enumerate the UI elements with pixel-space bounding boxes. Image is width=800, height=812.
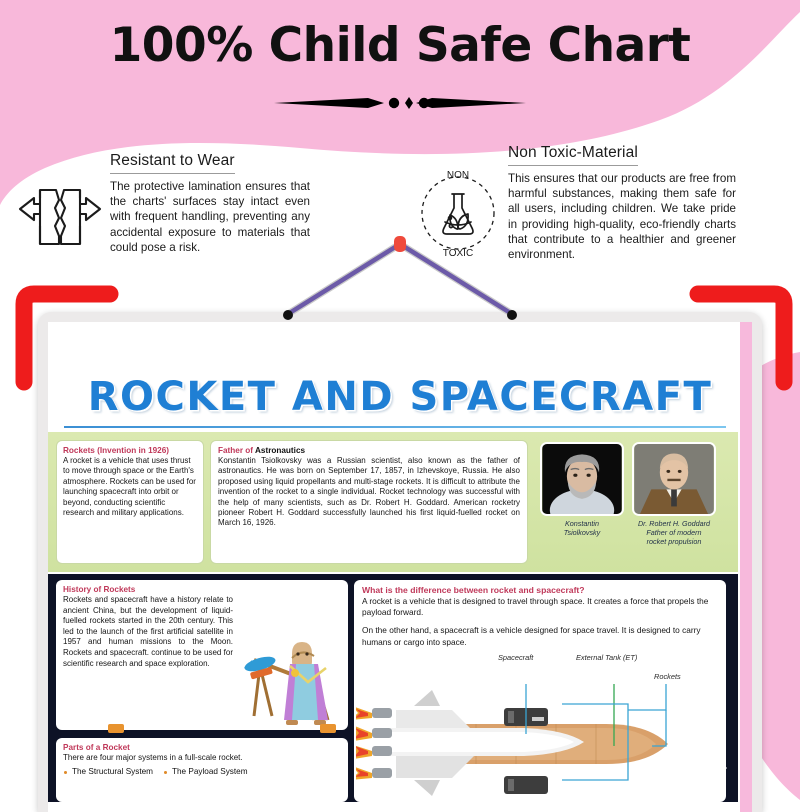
stamp-text-top: NON xyxy=(446,170,470,181)
feature-title: Non Toxic-Material xyxy=(508,144,638,166)
ancient-chinese-rocket-illustration xyxy=(238,624,344,728)
corner-bracket-left-icon xyxy=(12,282,120,392)
list-item: The Payload System xyxy=(163,766,248,778)
diagram-label-rockets: Rockets xyxy=(654,672,681,681)
callout-connectors xyxy=(260,228,540,328)
poster-clamp xyxy=(320,724,336,733)
poster-heading: ROCKET AND SPACECRAFT xyxy=(87,374,713,420)
poster-clamp xyxy=(108,724,124,733)
card-title: History of Rockets xyxy=(63,585,136,594)
parts-list-right xyxy=(163,766,248,778)
card-parts-of-a-rocket xyxy=(56,738,348,802)
list-item: The Structural System xyxy=(63,766,153,778)
diagram-label-external-tank: External Tank (ET) xyxy=(576,653,638,662)
poster-content xyxy=(48,322,752,812)
durability-arrows-icon xyxy=(16,178,104,256)
portraits-group xyxy=(540,442,726,546)
portrait-robert-goddard xyxy=(632,442,716,516)
feature-title: Resistant to Wear xyxy=(110,152,235,174)
poster-heading-rule xyxy=(64,426,726,428)
portrait-konstantin-tsiolkovsky xyxy=(540,442,624,516)
card-text: A rocket is a vehicle that uses thrust to move through space or the Earth's atmosphere. Rockets can be used for launching spacecraft into orbit or beyond, conducting scientific research and military applications. xyxy=(63,456,196,518)
feature-body: This ensures that our products are free from harmful substances, making them safe for all users, including children. We take pride in providing high-quality, eco-friendly charts that contribute to a healthier and greener environment. xyxy=(508,172,736,262)
card-title: Father of Astronautics xyxy=(218,446,306,455)
card-title: Rockets (Invention in 1926) xyxy=(63,446,170,455)
portrait-caption: Dr. Robert H. Goddard Father of modern rocket propulsion xyxy=(637,519,711,546)
portrait-item xyxy=(632,442,716,546)
card-title: What is the difference between rocket and spacecraft? xyxy=(362,585,585,595)
poster-frame xyxy=(38,312,762,812)
card-history-of-rockets xyxy=(56,580,348,730)
card-text: Rockets and spacecraft have a history relate to ancient China, but the development of liquid-fuelled rockets started in the 20th century. This led to the launch of the first artificial satellite in 1957 and human missions to the Moon. Rockets and spacecraft. continue to be used for scientific research and space exploration. xyxy=(63,595,233,668)
card-title: Parts of a Rocket xyxy=(63,743,130,752)
stamp-text-bottom: TOXIC xyxy=(442,248,474,259)
card-father-of-astronautics xyxy=(210,440,528,564)
card-text: Konstantin Tsiolkovsky was a Russian scientist, also known as the father of astronautics. He was born on September 17, 1857, in Izhevskoye, Russia. He also proposed using liquid propellants and multi-stage rockets. It is difficult to attribute the invention of the rocket to a single individual. Rocket technology was successful with the help of many scientists, such as Dr. Robert H. Goddard. American rocketry pioneer Robert H. Goddard successfully launched his first liquid-fuelled rocket on March 16, 1926. xyxy=(218,456,520,528)
page-title: 100% Child Safe Chart xyxy=(109,18,691,73)
portrait-item xyxy=(540,442,624,546)
parts-list-left xyxy=(63,766,153,778)
ornamental-divider-icon xyxy=(272,92,528,114)
card-rockets xyxy=(56,440,204,564)
portrait-caption: Konstantin Tsiolkovsky xyxy=(563,519,601,537)
corner-bracket-right-icon xyxy=(688,282,796,392)
diagram-label-spacecraft: Spacecraft xyxy=(498,653,534,662)
card-text: There are four major systems in a full-scale rocket. xyxy=(63,753,243,762)
space-shuttle-diagram xyxy=(356,684,714,802)
feature-body: The protective lamination ensures that the charts' surfaces stay intact even with frequent handling, preventing any accidental exposure to materials that could pose a risk. xyxy=(110,180,310,254)
card-text-p2: On the other hand, a spacecraft is a vehicle designed for space travel. It is designed to carry humans or cargo into space. xyxy=(362,625,701,647)
card-rocket-vs-spacecraft xyxy=(354,580,726,802)
feature-non-toxic-material xyxy=(508,144,736,262)
card-text-p1: A rocket is a vehicle that is designed to travel through space. It creates a force that propels the payload forward. xyxy=(362,596,709,618)
